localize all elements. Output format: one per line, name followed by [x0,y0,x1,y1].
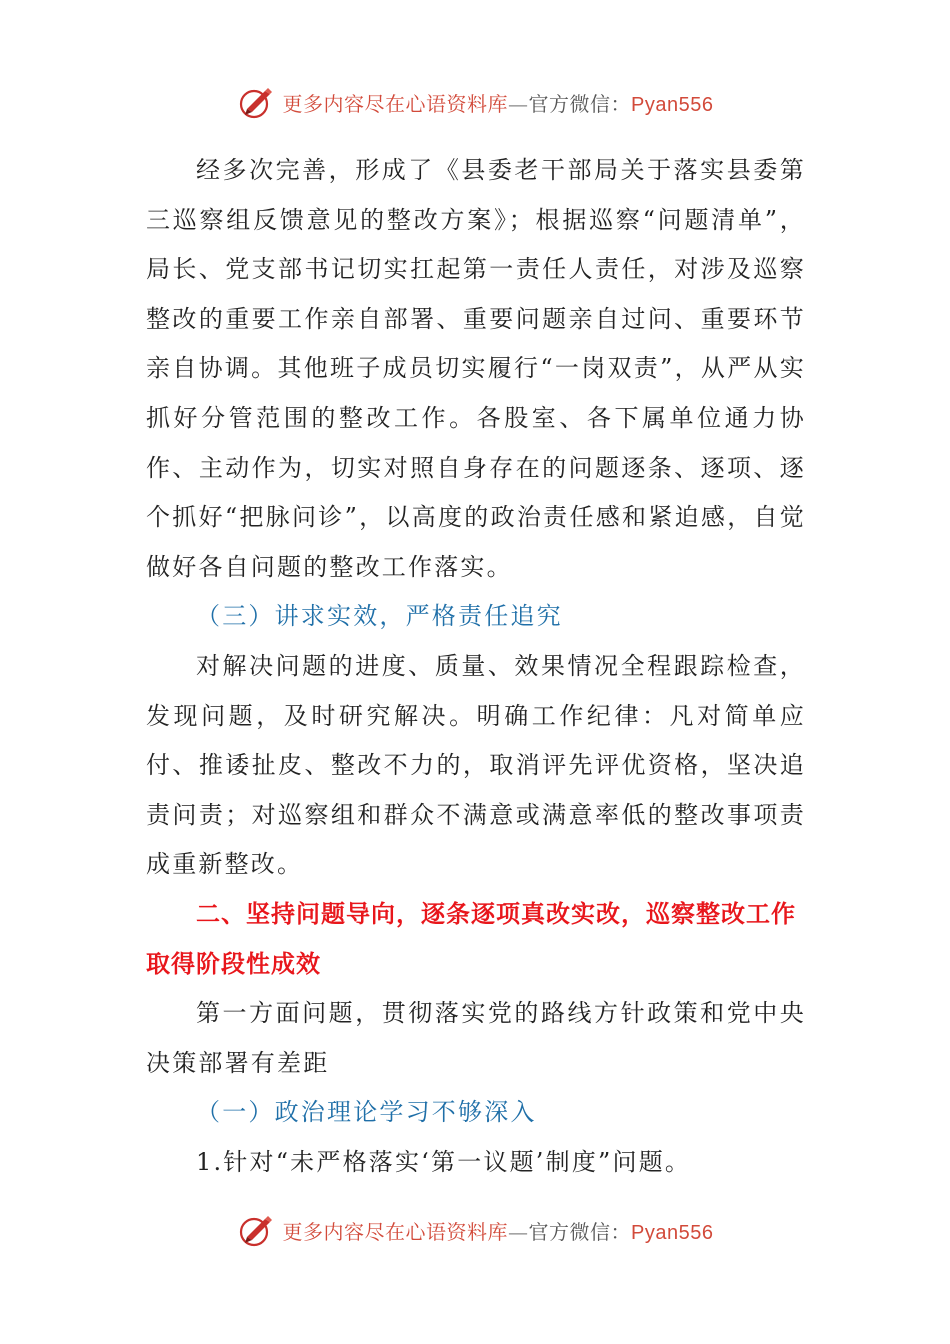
banner-text [283,1216,714,1245]
pen-logo-icon [237,1210,277,1250]
subheading-theory-study: （一）政治理论学习不够深入 [196,1098,537,1127]
pen-logo-icon [237,82,277,122]
banner-inner [237,82,714,122]
paragraph-tracking-check: 对解决问题的进度、质量、效果情况全程跟踪检查，发现问题，及时研究解决。明确工作纪律：凡对简单应付、推诿扯皮、整改不力的，取消评先评优资格，坚决追责问责；对巡察组和群众不满意或满意率低的整改事项责成重新整改。 [146,651,806,879]
banner-inner [237,1210,714,1250]
banner-site-name: 更多内容尽在心语资料库 [282,1219,509,1244]
section-heading-results: 二、坚持问题导向，逐条逐项真改实改，巡察整改工作取得阶段性成效 [146,899,796,978]
paragraph-rectification-plan: 经多次完善，形成了《县委老干部局关于落实县委第三巡察组反馈意见的整改方案》；根据巡察“问题清单”，局长、党支部书记切实扛起第一责任人责任，对涉及巡察整改的重要工作亲自部署、重要问题亲自过问、重要环节亲自协调。其他班子成员切实履行“一岗双责”，从严从实抓好分管范围的整改工作。各股室、各下属单位通力协作、主动作为，切实对照自身存在的问题逐条、逐项、逐个抓好“把脉问诊”，以高度的政治责任感和紧迫感，自觉做好各自问题的整改工作落实。 [146,156,806,581]
header-banner [0,80,950,124]
document-body [146,146,806,1187]
banner-dash: — [508,1219,529,1244]
footer-banner [0,1208,950,1252]
subheading-accountability: （三）讲求实效，严格责任追究 [196,602,563,631]
banner-wechat-id: Pyan556 [631,1221,714,1244]
banner-site-name: 更多内容尽在心语资料库 [282,91,509,116]
banner-dash: — [508,91,529,116]
banner-wechat-id: Pyan556 [631,93,714,116]
paragraph-item-1: 1.针对“未严格落实‘第一议题’制度”问题。 [196,1147,692,1176]
banner-wechat-label: 官方微信： [528,1219,632,1244]
paragraph-first-issue: 第一方面问题，贯彻落实党的路线方针政策和党中央决策部署有差距 [146,999,806,1077]
banner-text [283,88,714,117]
banner-wechat-label: 官方微信： [528,91,632,116]
